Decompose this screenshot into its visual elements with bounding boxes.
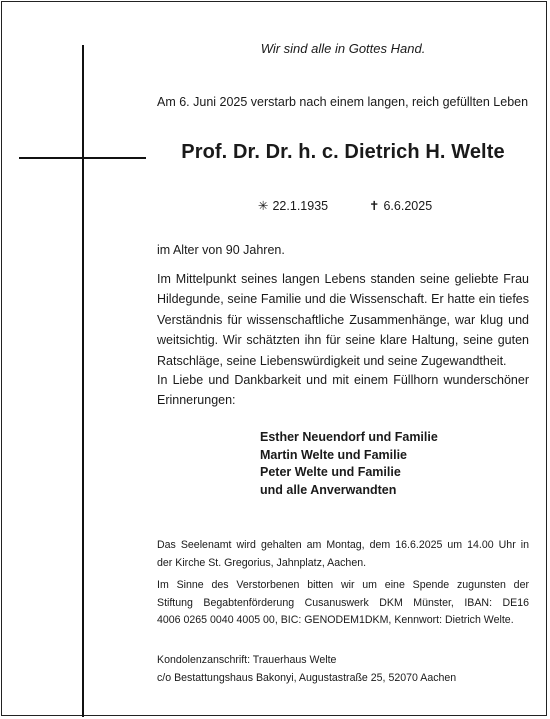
motto: Wir sind alle in Gottes Hand.	[260, 41, 426, 56]
family-item: Esther Neuendorf und Familie	[260, 430, 438, 444]
age-line: im Alter von 90 Jahren.	[157, 243, 285, 257]
family-item: Peter Welte und Familie	[260, 465, 401, 480]
tribute-line: Im Mittelpunkt seines langen Lebens standen seine geliebte Frau	[157, 272, 529, 286]
tribute-paragraph	[157, 269, 529, 371]
cross-vertical-bar	[82, 45, 84, 717]
condolence-address	[157, 652, 529, 687]
birth-date-group	[258, 198, 328, 213]
tribute-line: Ratschläge, seine Liebenswürdigkeit und seine Zugewandtheit.	[157, 353, 507, 368]
death-cross-icon: ✝	[369, 199, 380, 213]
donation-line: Im Sinne des Verstorbenen bitten wir um eine Spende zugunsten der	[157, 579, 529, 591]
family-list	[260, 429, 438, 499]
death-date-group	[369, 198, 432, 213]
gratitude-line: In Liebe und Dankbarkeit und mit einem Füllhorn wunderschöner	[157, 373, 529, 387]
donation-line: 4006 0265 0040 4005 00, BIC: GENODEM1DKM, Kennwort: Dietrich Welte.	[157, 614, 514, 627]
birth-star-icon: ✳	[258, 199, 269, 213]
birth-date: 22.1.1935	[272, 199, 329, 213]
service-line: Das Seelenamt wird gehalten am Montag, dem 16.6.2025 um 14.00 Uhr in	[157, 539, 529, 551]
family-item: Martin Welte und Familie	[260, 447, 408, 462]
condolence-line: c/o Bestattungshaus Bakonyi, Augustastraße 25, 52070 Aachen	[157, 671, 457, 684]
service-line: der Kirche St. Gregorius, Jahnplatz, Aachen.	[157, 556, 367, 569]
tribute-line: Verständnis für wissenschaftliche Zusammenhänge, war klug und	[157, 312, 529, 327]
death-date: 6.6.2025	[383, 199, 433, 213]
tribute-line: Hildegunde, seine Familie und die Wissenschaft. Er hatte ein tiefes	[157, 292, 529, 307]
deceased-name: Prof. Dr. Dr. h. c. Dietrich H. Welte	[181, 141, 505, 163]
gratitude-line: Erinnerungen:	[157, 393, 236, 408]
service-info	[157, 537, 529, 572]
cross-horizontal-bar	[19, 157, 146, 159]
donation-info	[157, 577, 529, 630]
intro-line: Am 6. Juni 2025 verstarb nach einem langen, reich gefüllten Leben	[157, 95, 529, 109]
condolence-line: Kondolenzanschrift: Trauerhaus Welte	[157, 654, 337, 666]
family-item: und alle Anverwandten	[260, 482, 397, 497]
gratitude-paragraph	[157, 370, 529, 411]
tribute-line: weitsichtig. Wir schätzten ihn für seine klare Haltung, seine guten	[157, 333, 529, 348]
donation-line: Stiftung Begabtenförderung Cusanuswerk DKM Münster, IBAN: DE16	[157, 596, 529, 609]
